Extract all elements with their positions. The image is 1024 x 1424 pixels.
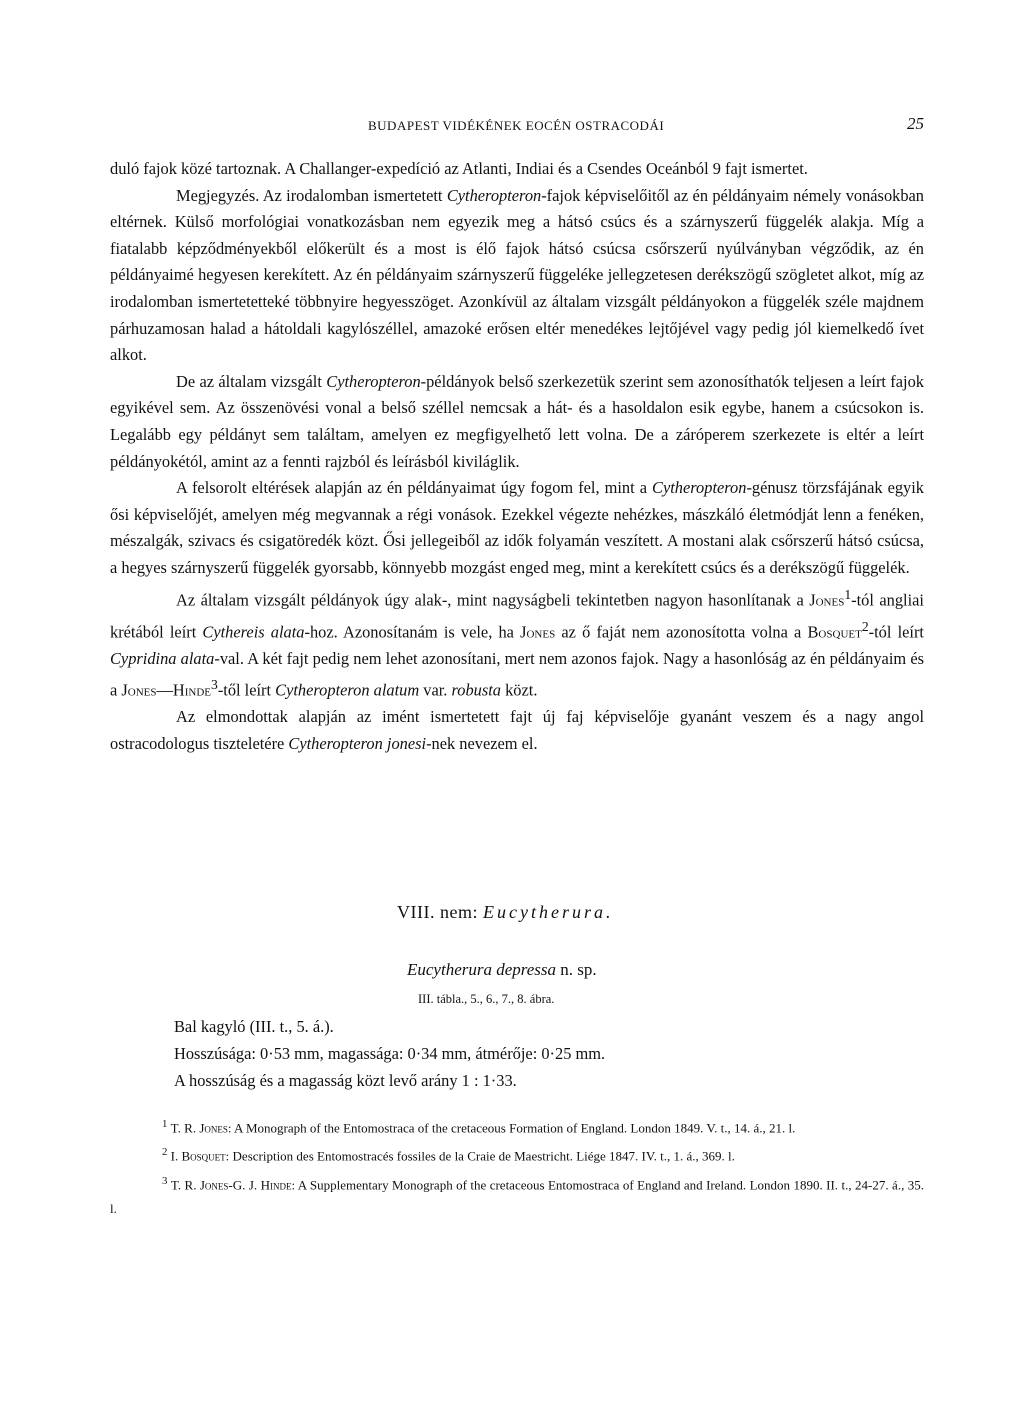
measurement-line-3: A hosszúság és a magasság közt levő arány 1 : 1·33. — [174, 1070, 517, 1090]
p5-text-i: közt. — [501, 680, 538, 700]
p5-text-e: -tól leírt — [868, 622, 924, 642]
p5-text-a: Az általam vizsgált példányok úgy alak-, mint nagyságbeli tekintetben nagyon hasonlítanak a — [176, 589, 810, 609]
author-jones: Jones — [809, 589, 845, 609]
p4-text-a: A felsorolt eltérések alapján az én példányaimat úgy fogom fel, mint a — [176, 478, 653, 498]
p5-text-g: -től leírt — [217, 680, 276, 700]
footnote-2-text: : Description des Entomostracés fossiles de la Craie de Maestricht. Liége 1847. IV. t., 1. á., 369. l. — [225, 1148, 735, 1164]
body-text — [110, 156, 924, 757]
p4-text-b: -génusz törzsfájának egyik ősi képviselőjét, amelyen még megvannak a régi vonások. Ezekkel végezte nehézkes, mászkáló életmódját lenn a fenéken, mészalgák, szivacs és csigatöredék közt. Ősi jellegeiből az idők folyamán veszített. A mostani alak csőrszerű hátsó csúcsa, a hegyes szárnyszerű függelék gyorsabb, könnyebb mozgást enged meg, mint a kerekített csúcs és a derékszögű függelék. — [110, 478, 924, 577]
paragraph-1: duló fajok közé tartoznak. A Challanger-expedíció az Atlanti, Indiai és a Csendes Oceánból 9 fajt ismertet. — [110, 159, 808, 178]
p5-text-d: az ő faját nem azonosította volna a — [555, 622, 808, 642]
footnote-3-text: : A Supplementary Monograph of the cretaceous Entomostraca of England and Ireland. London 1890. II. t., 24-27. á., 35. l. — [110, 1176, 925, 1216]
page-header — [110, 114, 924, 140]
p5-text-f: -val. A két fajt pedig nem lehet azonosítani, mert nem azonos fajok. Nagy a hasonlóság az én példányaim és a — [110, 648, 924, 700]
paragraph-4 — [110, 475, 924, 581]
paragraph-2 — [110, 183, 924, 369]
footnote-1 — [110, 1112, 924, 1140]
p4-genus: Cytheropteron — [652, 478, 747, 498]
p3-genus: Cytheropteron — [326, 371, 421, 391]
footnotes — [110, 1112, 924, 1221]
footnote-1-text: : A Monograph of the Entomostraca of the cretaceous Formation of England. London 1849. V. t., 14. á., 21. l. — [227, 1120, 796, 1136]
variety-robusta: robusta — [451, 680, 501, 700]
page-number: 25 — [907, 114, 924, 133]
paragraph-3 — [110, 369, 924, 475]
p5-text-c: -hoz. Azonosítanám is vele, ha — [304, 622, 521, 642]
p3-text-b: -példányok belső szerkezetük szerint sem azonosíthatók teljesen a leírt fajok egyikével sem. Az összenövési vonal a belső széllel nemcsak a hát- és a hasoldalon esik egybe, hanem a csúcsokon is. Legalább egy példányt sem találtam, amelyen ez megfigyelhető lett volna. De a záróperem szerkezete is eltér a leírt példányokétól, amint az a fennti rajzból és leírásból kiviláglik. — [110, 371, 924, 471]
p5-text-b: -tól angliai krétából leírt — [110, 589, 924, 642]
section-label: VIII. nem: — [397, 902, 483, 922]
p5-text-h: var. — [419, 680, 452, 700]
p2-text-a: Megjegyzés. Az irodalomban ismertetett — [176, 185, 447, 205]
species-cypridina-alata: Cypridina alata — [110, 648, 215, 668]
author-bosquet: Bosquet — [807, 622, 862, 642]
footnote-2-mark: 2 — [162, 1146, 168, 1159]
species-suffix: n. sp. — [556, 960, 597, 979]
footnote-2 — [110, 1140, 924, 1168]
measurements — [174, 1014, 605, 1094]
measurement-line-2: Hosszúsága: 0·53 mm, magassága: 0·34 mm, átmérője: 0·25 mm. — [174, 1043, 606, 1063]
paragraph-6 — [110, 704, 924, 757]
plate-reference: III. tábla., 5., 6., 7., 8. ábra. — [418, 992, 555, 1006]
section-genus: Eucytherura. — [482, 902, 614, 922]
footnote-ref-1: 1 — [844, 586, 852, 602]
p6-text-a: Az elmondottak alapján az imént ismertetett fajt új faj képviselője gyanánt veszem és a nagy angol ostracodologus tiszteletére — [110, 707, 924, 753]
author-jones-2: Jones — [520, 622, 556, 642]
p6-text-b: -nek nevezem el. — [426, 733, 538, 753]
footnote-ref-3: 3 — [210, 677, 218, 693]
measurement-line-1: Bal kagyló (III. t., 5. á.). — [174, 1017, 334, 1036]
p2-text-b: -fajok képviselőitől az én példányaim némely vonásokban eltérnek. Külső morfológiai vonatkozásban nem egyezik meg a hátsó csúcs és a szárnyszerű függelék alakja. Míg a fiatalabb képződményekből előkerült és a most is élő fajok hátsó csúcsa csőrszerű nyúlványban végződik, az én példányaimé hegyesen kerekített. Az én példányaim szárnyszerű függeléke jellegzetesen derékszögű szögletet alkot, míg az irodalomban ismertetetteké többnyire hegyesszöget. Azonkívül az általam vizsgált példányokon a függelék széle majdnem párhuzamosan halad a hátoldali kagylószéllel, amazoké erősen eltér menedékes lejtőjével vagy pedig jól kiemelkedő ívet alkot. — [110, 185, 924, 365]
species-cytheropteron-jonesi: Cytheropteron jonesi — [288, 733, 427, 753]
footnote-3 — [110, 1169, 924, 1221]
footnote-3-author: T. R. Jones-G. J. Hinde — [170, 1176, 292, 1192]
running-title: BUDAPEST VIDÉKÉNEK EOCÉN OSTRACODÁI — [368, 118, 665, 133]
footnote-2-author: I. Bosquet — [170, 1148, 226, 1164]
p3-text-a: De az általam vizsgált — [176, 371, 327, 391]
species-cytheropteron-alatum: Cytheropteron alatum — [275, 680, 420, 700]
paragraph-5 — [110, 582, 924, 705]
footnote-3-mark: 3 — [162, 1174, 168, 1187]
footnote-1-mark: 1 — [162, 1118, 168, 1130]
p2-genus: Cytheropteron — [446, 185, 542, 205]
species-heading — [407, 960, 597, 980]
author-jones-hinde: Jones—Hinde — [121, 680, 211, 700]
footnote-1-author: T. R. Jones — [170, 1120, 228, 1136]
footnote-ref-2: 2 — [861, 618, 869, 634]
species-name: Eucytherura depressa — [407, 960, 557, 979]
species-cythereis-alata: Cythereis alata — [202, 622, 305, 642]
section-heading — [397, 902, 613, 923]
